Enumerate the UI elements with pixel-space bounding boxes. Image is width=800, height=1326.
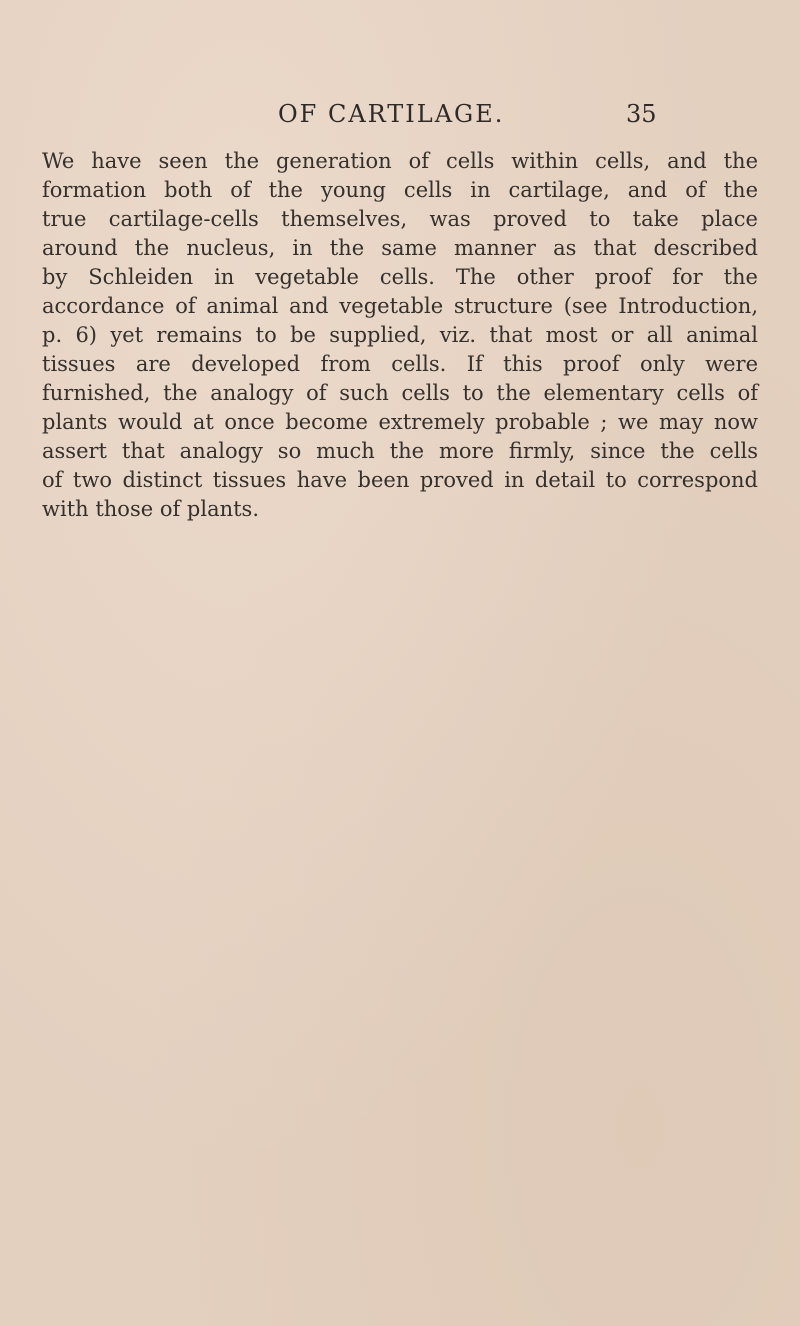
text-line: around the nucleus, in the same manner as that described	[42, 236, 758, 260]
text-line: true cartilage-cells themselves, was proved to take place	[42, 207, 758, 231]
text-line: formation both of the young cells in cartilage, and of the	[42, 178, 758, 202]
text-line: tissues are developed from cells. If this proof only were	[42, 352, 758, 376]
text-line-last: with those of plants.	[42, 497, 260, 521]
text-line: of two distinct tissues have been proved in detail to correspond	[42, 468, 758, 492]
text-line: furnished, the analogy of such cells to the elementary cells of	[42, 381, 758, 405]
running-head	[0, 100, 800, 140]
text-line: plants would at once become extremely probable ; we may now	[42, 410, 758, 434]
body-paragraph	[42, 147, 758, 524]
text-line: accordance of animal and vegetable structure (see Introduction,	[42, 294, 758, 318]
page-number: 35	[626, 100, 657, 128]
text-line: p. 6) yet remains to be supplied, viz. that most or all animal	[42, 323, 758, 347]
text-line: We have seen the generation of cells within cells, and the	[42, 149, 758, 173]
running-title: OF CARTILAGE.	[278, 100, 505, 128]
text-line: assert that analogy so much the more firmly, since the cells	[42, 439, 758, 463]
text-line: by Schleiden in vegetable cells. The other proof for the	[42, 265, 758, 289]
